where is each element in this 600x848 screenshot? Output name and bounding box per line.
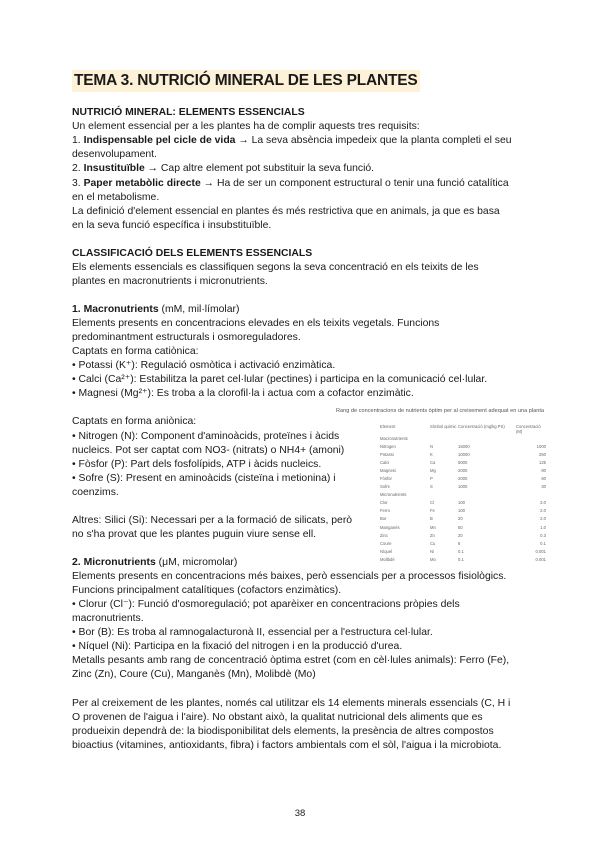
table-row [380,539,546,547]
table-cell: 50 [458,524,463,530]
table-cell: Fe [430,508,435,514]
bullet-phosphorus: • Fòsfor (P): Part dels fosfolípids, ATP i àcids nucleics. [72,459,322,470]
table-cell: 0.001 [535,556,546,562]
req-number: 2. [72,163,84,174]
table-cell: 15000 [458,443,470,449]
table-cell: Zn [430,532,435,538]
table-cell: Mn [430,524,436,530]
table-cell: 0.1 [458,556,464,562]
table-row [380,515,546,523]
table-cell: 30 [541,484,546,490]
table-cell: Ferro [380,508,391,514]
table-cell: 1.0 [540,524,546,530]
table-cell: Coure [380,540,392,546]
page-title: TEMA 3. NUTRICIÓ MINERAL DE LES PLANTES [72,70,420,92]
table-cell: 250 [539,451,546,457]
requirement-2 [72,162,374,177]
table-cell [516,491,546,499]
paragraph-line: coenzims. [72,487,119,498]
table-cell: Ca [430,459,436,465]
table-cell: Cl [430,500,434,506]
req-term: Insustituïble [83,163,145,174]
paragraph-line: en la seva funció específica i insubstituïble. [72,220,272,231]
table-cell: Nitrogen [380,443,396,449]
table-cell: Bor [380,516,387,522]
table-cell: 100 [458,508,465,514]
table-cell: 20 [458,532,463,538]
table-row [380,474,546,482]
table-cell: 6 [458,540,461,546]
requirement-1 [72,134,512,149]
table-row [380,555,546,563]
table-cell: Fòsfor [380,476,392,482]
table-cell: 1000 [458,484,468,490]
bullet-boron: • Bor (B): Es troba al ramnogalacturonà II, essencial per a l'estructura cel·lular. [72,627,433,638]
paragraph-line: Elements presents en concentracions més baixes, però essencials per a processos fisiològics. [72,571,507,582]
table-cell: 10000 [458,451,470,457]
table-cell: 2000 [458,467,468,473]
paragraph-line: en el metabolisme. [72,192,160,203]
sub-unit: (μM, micromolar) [155,557,238,568]
paragraph-line: Captats en forma catiònica: [72,346,199,357]
table-cell: 2000 [458,476,468,482]
bullet-nickel: • Níquel (Ni): Participa en la fixació del nitrogen i en la producció d'urea. [72,641,403,652]
paragraph-line: no s'ha provat que les plantes puguin viure sense ell. [72,529,317,540]
bullet-magnesium: • Magnesi (Mg²⁺): Es troba a la clorofil·la i actua com a cofactor enzimàtic. [72,388,414,399]
nutrient-concentration-table [336,408,598,566]
paragraph-line: O provenen de l'aigua i l'aire). No obstant això, la qualitat nutricional dels aliments que es [72,712,483,723]
table-cell: Calci [380,459,390,465]
req-number: 3. [72,178,84,189]
table-cell: Zinc [380,532,388,538]
table-cell: S [430,484,433,490]
sub-unit: (mM, mil·límolar) [158,304,240,315]
paragraph-line: Per al creixement de les plantes, només cal utilitzar els 14 elements minerals essencials (C, H i [72,698,511,709]
table-cell: 125 [539,459,546,465]
subheading-micronutrients [72,556,237,571]
table-row [380,442,546,450]
sub-number: 1. [72,304,84,315]
table-cell: Clor [380,500,388,506]
table-cell: 0.3 [540,532,546,538]
paragraph-line: Captats en forma aniònica: [72,416,197,427]
table-row [380,483,546,491]
table-cell: 0.1 [458,548,464,554]
table-row [380,466,546,474]
table-row [380,507,546,515]
table-cell [458,434,516,442]
section-heading-classification: CLASSIFICACIÓ DELS ELEMENTS ESSENCIALS [72,248,313,259]
table-cell: 80 [541,467,546,473]
table-row [380,434,546,442]
paragraph-line: Un element essencial per a les plantes ha de complir aquests tres requisits: [72,121,420,132]
table-cell: 1000 [536,443,546,449]
bullet-potassium: • Potassi (K⁺): Regulació osmòtica i activació enzimàtica. [72,360,336,371]
req-number: 1. [72,135,84,146]
table-cell [430,434,458,442]
table-caption: Rang de concentracions de nutrients òptim per al creixement adequat en una planta [336,408,545,414]
paragraph-line: Metalls pesants amb rang de concentració òptima estret (com en cèl·lules animals): Ferro (Fe), [72,655,510,666]
table-cell: Molibdè [380,556,395,562]
table-cell: Sofre [380,484,391,490]
sub-term: Macronutrients [83,304,159,315]
table-cell: 0.001 [535,548,546,554]
table-cell: Macronutrients [380,435,408,441]
table-cell: 5000 [458,459,468,465]
table-cell: P [430,476,433,482]
table-header: Concentració (mg/kg PS) [458,424,505,429]
table-cell: Manganès [380,524,400,530]
req-desc: → Ha de ser un component estructural o tenir una funció catalítica [200,178,509,189]
table-cell: Potassi [380,451,394,457]
table-row [380,523,546,531]
table-row [380,458,546,466]
table-cell: 2.0 [540,508,546,514]
req-term: Paper metabòlic directe [83,178,201,189]
table-cell: N [430,443,434,449]
section-heading-essential: NUTRICIÓ MINERAL: ELEMENTS ESSENCIALS [72,107,305,118]
page-number: 38 [294,808,306,819]
paragraph-line: La definició d'element essencial en plantes és més restrictiva que en animals, ja que es basa [72,206,500,217]
sub-number: 2. [72,557,84,568]
paragraph-line: Zinc (Zn), Coure (Cu), Manganès (Mn), Molibdè (Mo) [72,669,316,680]
paragraph-line: desenvolupament. [72,149,157,160]
bullet-calcium: • Calci (Ca²⁺): Estabilitza la paret cel·lular (pectines) i participa en la comunicació cel·lular. [72,374,488,385]
table-header: Símbol químic [430,424,457,429]
other-silicon: Altres: Silici (Si): Necessari per a la formació de silicats, però [72,515,353,526]
table-cell: Cu [430,540,436,546]
req-term: Indispensable pel cicle de vida [83,135,236,146]
table-cell: Mg [430,467,436,473]
table-cell: Ni [430,548,434,554]
table-cell [430,491,458,499]
sub-term: Micronutrients [83,557,156,568]
req-desc: → La seva absència impedeix que la planta completi el seu [235,135,512,146]
paragraph-line: predominantment estructurals i osmoreguladores. [72,332,301,343]
table-grid [380,424,546,564]
bullet-nitrogen: • Nitrogen (N): Component d'aminoàcids, proteïnes i àcids [72,431,340,442]
table-header: Concentració (M) [516,424,541,434]
subheading-macronutrients [72,303,239,318]
table-cell: B [430,516,433,522]
requirement-3 [72,177,509,192]
table-row [380,531,546,539]
table-cell: 3.0 [540,500,546,506]
paragraph-line: macronutrients. [72,613,144,624]
bullet-sulfur: • Sofre (S): Present en aminoàcids (cisteïna i metionina) i [72,473,336,484]
paragraph-line: nucleics. Pot ser captat com NO3- (nitrats) o NH4+ (amoni) [72,445,345,456]
table-cell [516,434,546,442]
bullet-chloride: • Clorur (Cl⁻): Funció d'osmoregulació; pot aparèixer en concentracions pròpies dels [72,599,460,610]
table-cell: 60 [541,476,546,482]
table-row [380,450,546,458]
paragraph-line: bioactius (vitamines, antioxidants, fibra) i factors ambientals com el sòl, l'aigua i la microbiota. [72,740,502,751]
table-cell: 100 [458,500,465,506]
table-cell: 0.1 [540,540,546,546]
table-cell: 2.0 [540,516,546,522]
paragraph-line: Funcions principalment catalítiques (cofactors enzimàtics). [72,585,342,596]
table-cell: 20 [458,516,463,522]
paragraph-line: produeixin dependrà de: la biodisponibilitat dels elements, la presència de altres compostos [72,726,494,737]
table-cell [458,491,516,499]
table-cell: Mo [430,556,436,562]
table-row [380,499,546,507]
table-header: Element [380,424,396,429]
table-row [380,547,546,555]
table-cell: Magnesi [380,467,396,473]
req-desc: → Cap altre element pot substituir la seva funció. [144,163,375,174]
paragraph-line: plantes en macronutrients i micronutrients. [72,276,268,287]
table-cell: K [430,451,433,457]
paragraph-line: Elements presents en concentracions elevades en els teixits vegetals. Funcions [72,318,440,329]
table-cell: Níquel [380,548,393,554]
table-cell: Micronutrients [380,492,407,498]
paragraph-line: Els elements essencials es classifiquen segons la seva concentració en els teixits de les [72,262,479,273]
table-row [380,491,546,499]
